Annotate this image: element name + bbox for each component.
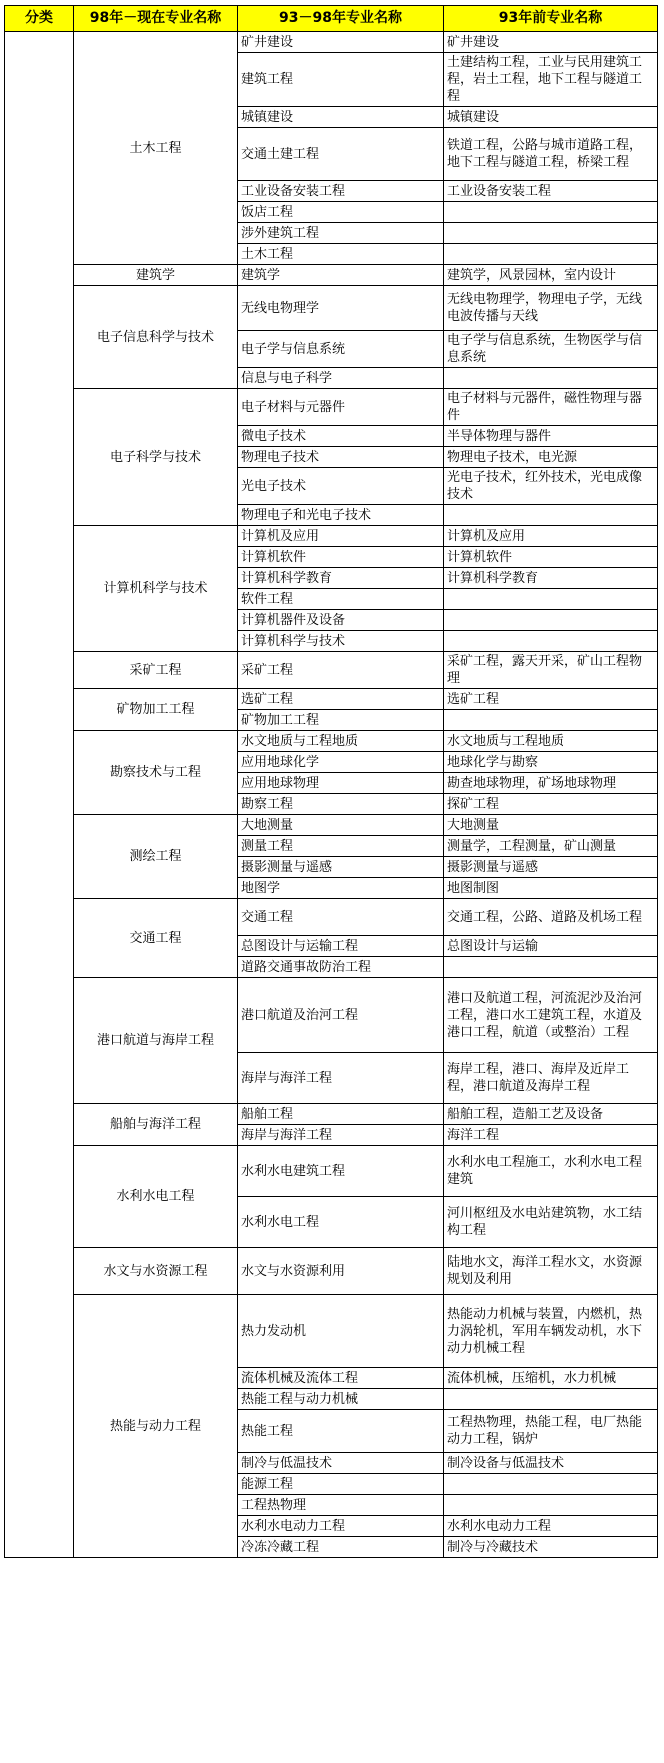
major-pre-93-cell: 半导体物理与器件 <box>444 426 658 447</box>
major-93-98-cell: 计算机科学与技术 <box>238 631 444 652</box>
major-pre-93-cell <box>444 1474 658 1495</box>
major-93-98-cell: 建筑学 <box>238 265 444 286</box>
major-93-98-cell: 海岸与海洋工程 <box>238 1125 444 1146</box>
major-pre-93-cell: 海洋工程 <box>444 1125 658 1146</box>
major-pre-93-cell: 土建结构工程，工业与民用建筑工程，岩土工程，地下工程与隧道工程 <box>444 53 658 107</box>
major-93-98-cell: 水利水电建筑工程 <box>238 1146 444 1197</box>
header-category: 分类 <box>5 6 74 32</box>
major-pre-93-cell: 热能动力机械与装置，内燃机，热力涡轮机，军用车辆发动机，水下动力机械工程 <box>444 1295 658 1368</box>
major-pre-93-cell: 制冷设备与低温技术 <box>444 1453 658 1474</box>
major-93-98-cell: 热能工程与动力机械 <box>238 1389 444 1410</box>
major-pre-93-cell: 探矿工程 <box>444 794 658 815</box>
major-93-98-cell: 工程热物理 <box>238 1495 444 1516</box>
major-pre-93-cell: 无线电物理学，物理电子学，无线电波传播与天线 <box>444 286 658 331</box>
major-pre-93-cell <box>444 631 658 652</box>
major-93-98-cell: 电子学与信息系统 <box>238 331 444 368</box>
major-93-98-cell: 冷冻冷藏工程 <box>238 1537 444 1558</box>
major-group-cell: 建筑学 <box>74 265 238 286</box>
major-pre-93-cell: 工程热物理，热能工程，电厂热能动力工程，锅炉 <box>444 1410 658 1453</box>
major-pre-93-cell: 电子学与信息系统，生物医学与信息系统 <box>444 331 658 368</box>
major-group-cell: 电子信息科学与技术 <box>74 286 238 389</box>
major-group-cell: 水文与水资源工程 <box>74 1248 238 1295</box>
major-93-98-cell: 道路交通事故防治工程 <box>238 957 444 978</box>
header-row <box>5 6 658 32</box>
major-93-98-cell: 涉外建筑工程 <box>238 223 444 244</box>
major-group-cell: 矿物加工工程 <box>74 689 238 731</box>
major-93-98-cell: 计算机器件及设备 <box>238 610 444 631</box>
major-93-98-cell: 软件工程 <box>238 589 444 610</box>
major-93-98-cell: 热力发动机 <box>238 1295 444 1368</box>
major-93-98-cell: 选矿工程 <box>238 689 444 710</box>
major-pre-93-cell: 河川枢纽及水电站建筑物，水工结构工程 <box>444 1197 658 1248</box>
major-pre-93-cell: 建筑学，风景园林，室内设计 <box>444 265 658 286</box>
major-93-98-cell: 无线电物理学 <box>238 286 444 331</box>
major-group-cell: 热能与动力工程 <box>74 1295 238 1558</box>
major-pre-93-cell: 工业设备安装工程 <box>444 181 658 202</box>
major-pre-93-cell: 交通工程，公路、道路及机场工程 <box>444 899 658 936</box>
major-93-98-cell: 交通土建工程 <box>238 128 444 181</box>
major-pre-93-cell: 铁道工程，公路与城市道路工程，地下工程与隧道工程，桥梁工程 <box>444 128 658 181</box>
major-pre-93-cell: 地球化学与勘察 <box>444 752 658 773</box>
major-93-98-cell: 水文与水资源利用 <box>238 1248 444 1295</box>
major-pre-93-cell <box>444 610 658 631</box>
category-cell <box>5 32 74 1558</box>
major-pre-93-cell: 陆地水文，海洋工程水文，水资源规划及利用 <box>444 1248 658 1295</box>
major-93-98-cell: 水文地质与工程地质 <box>238 731 444 752</box>
table-row <box>5 32 658 53</box>
major-93-98-cell: 总图设计与运输工程 <box>238 936 444 957</box>
major-pre-93-cell: 城镇建设 <box>444 107 658 128</box>
major-93-98-cell: 港口航道及治河工程 <box>238 978 444 1053</box>
major-pre-93-cell: 流体机械，压缩机，水力机械 <box>444 1368 658 1389</box>
major-pre-93-cell: 船舶工程，造船工艺及设备 <box>444 1104 658 1125</box>
major-group-cell: 水利水电工程 <box>74 1146 238 1248</box>
major-pre-93-cell: 水利水电动力工程 <box>444 1516 658 1537</box>
major-pre-93-cell <box>444 223 658 244</box>
major-93-98-cell: 流体机械及流体工程 <box>238 1368 444 1389</box>
major-pre-93-cell <box>444 957 658 978</box>
major-93-98-cell: 计算机软件 <box>238 547 444 568</box>
major-pre-93-cell: 电子材料与元器件，磁性物理与器件 <box>444 389 658 426</box>
major-pre-93-cell: 大地测量 <box>444 815 658 836</box>
major-group-cell: 计算机科学与技术 <box>74 526 238 652</box>
table-row <box>5 1295 658 1368</box>
major-group-cell: 交通工程 <box>74 899 238 978</box>
table-row <box>5 1146 658 1197</box>
header-93-98-name: 93－98年专业名称 <box>238 6 444 32</box>
major-93-98-cell: 地图学 <box>238 878 444 899</box>
major-pre-93-cell <box>444 368 658 389</box>
major-93-98-cell: 能源工程 <box>238 1474 444 1495</box>
major-93-98-cell: 应用地球物理 <box>238 773 444 794</box>
major-93-98-cell: 应用地球化学 <box>238 752 444 773</box>
major-93-98-cell: 饭店工程 <box>238 202 444 223</box>
major-pre-93-cell: 海岸工程，港口、海岸及近岸工程，港口航道及海岸工程 <box>444 1053 658 1104</box>
header-current-name: 98年－现在专业名称 <box>74 6 238 32</box>
major-pre-93-cell: 水利水电工程施工，水利水电工程建筑 <box>444 1146 658 1197</box>
major-93-98-cell: 工业设备安装工程 <box>238 181 444 202</box>
major-pre-93-cell <box>444 589 658 610</box>
major-name-table <box>4 5 658 1558</box>
table-row <box>5 1248 658 1295</box>
major-group-cell: 采矿工程 <box>74 652 238 689</box>
major-93-98-cell: 微电子技术 <box>238 426 444 447</box>
major-93-98-cell: 物理电子和光电子技术 <box>238 505 444 526</box>
major-93-98-cell: 计算机及应用 <box>238 526 444 547</box>
major-pre-93-cell: 计算机软件 <box>444 547 658 568</box>
major-93-98-cell: 光电子技术 <box>238 468 444 505</box>
major-93-98-cell: 水利水电工程 <box>238 1197 444 1248</box>
major-93-98-cell: 信息与电子科学 <box>238 368 444 389</box>
major-pre-93-cell: 计算机及应用 <box>444 526 658 547</box>
major-93-98-cell: 勘察工程 <box>238 794 444 815</box>
table-row <box>5 1104 658 1125</box>
major-93-98-cell: 土木工程 <box>238 244 444 265</box>
major-93-98-cell: 海岸与海洋工程 <box>238 1053 444 1104</box>
major-93-98-cell: 水利水电动力工程 <box>238 1516 444 1537</box>
major-pre-93-cell <box>444 202 658 223</box>
major-pre-93-cell: 采矿工程，露天开采，矿山工程物理 <box>444 652 658 689</box>
major-group-cell: 土木工程 <box>74 32 238 265</box>
major-pre-93-cell <box>444 1389 658 1410</box>
table-row <box>5 815 658 836</box>
major-pre-93-cell: 地图制图 <box>444 878 658 899</box>
major-pre-93-cell: 总图设计与运输 <box>444 936 658 957</box>
table-row <box>5 389 658 426</box>
major-pre-93-cell: 选矿工程 <box>444 689 658 710</box>
table-row <box>5 526 658 547</box>
table-row <box>5 899 658 936</box>
major-93-98-cell: 物理电子技术 <box>238 447 444 468</box>
major-pre-93-cell <box>444 505 658 526</box>
table-row <box>5 265 658 286</box>
major-pre-93-cell: 矿井建设 <box>444 32 658 53</box>
major-group-cell: 测绘工程 <box>74 815 238 899</box>
major-pre-93-cell: 港口及航道工程，河流泥沙及治河工程，港口水工建筑工程，水道及港口工程，航道（或整治）工程 <box>444 978 658 1053</box>
major-93-98-cell: 采矿工程 <box>238 652 444 689</box>
table-row <box>5 978 658 1053</box>
major-93-98-cell: 电子材料与元器件 <box>238 389 444 426</box>
major-93-98-cell: 摄影测量与遥感 <box>238 857 444 878</box>
major-93-98-cell: 大地测量 <box>238 815 444 836</box>
major-pre-93-cell: 勘查地球物理，矿场地球物理 <box>444 773 658 794</box>
major-pre-93-cell: 计算机科学教育 <box>444 568 658 589</box>
major-group-cell: 勘察技术与工程 <box>74 731 238 815</box>
major-pre-93-cell <box>444 710 658 731</box>
major-93-98-cell: 交通工程 <box>238 899 444 936</box>
table-row <box>5 286 658 331</box>
major-pre-93-cell: 测量学，工程测量，矿山测量 <box>444 836 658 857</box>
major-pre-93-cell: 水文地质与工程地质 <box>444 731 658 752</box>
major-93-98-cell: 测量工程 <box>238 836 444 857</box>
major-93-98-cell: 矿物加工工程 <box>238 710 444 731</box>
major-pre-93-cell: 物理电子技术，电光源 <box>444 447 658 468</box>
major-93-98-cell: 制冷与低温技术 <box>238 1453 444 1474</box>
major-93-98-cell: 建筑工程 <box>238 53 444 107</box>
major-pre-93-cell: 摄影测量与遥感 <box>444 857 658 878</box>
table-row <box>5 689 658 710</box>
major-pre-93-cell: 制冷与冷藏技术 <box>444 1537 658 1558</box>
major-93-98-cell: 船舶工程 <box>238 1104 444 1125</box>
major-pre-93-cell <box>444 1495 658 1516</box>
major-93-98-cell: 城镇建设 <box>238 107 444 128</box>
major-93-98-cell: 计算机科学教育 <box>238 568 444 589</box>
major-group-cell: 电子科学与技术 <box>74 389 238 526</box>
major-pre-93-cell <box>444 244 658 265</box>
major-group-cell: 港口航道与海岸工程 <box>74 978 238 1104</box>
major-group-cell: 船舶与海洋工程 <box>74 1104 238 1146</box>
major-93-98-cell: 热能工程 <box>238 1410 444 1453</box>
major-pre-93-cell: 光电子技术，红外技术，光电成像技术 <box>444 468 658 505</box>
table-row <box>5 731 658 752</box>
header-pre-93-name: 93年前专业名称 <box>444 6 658 32</box>
table-row <box>5 652 658 689</box>
major-93-98-cell: 矿井建设 <box>238 32 444 53</box>
